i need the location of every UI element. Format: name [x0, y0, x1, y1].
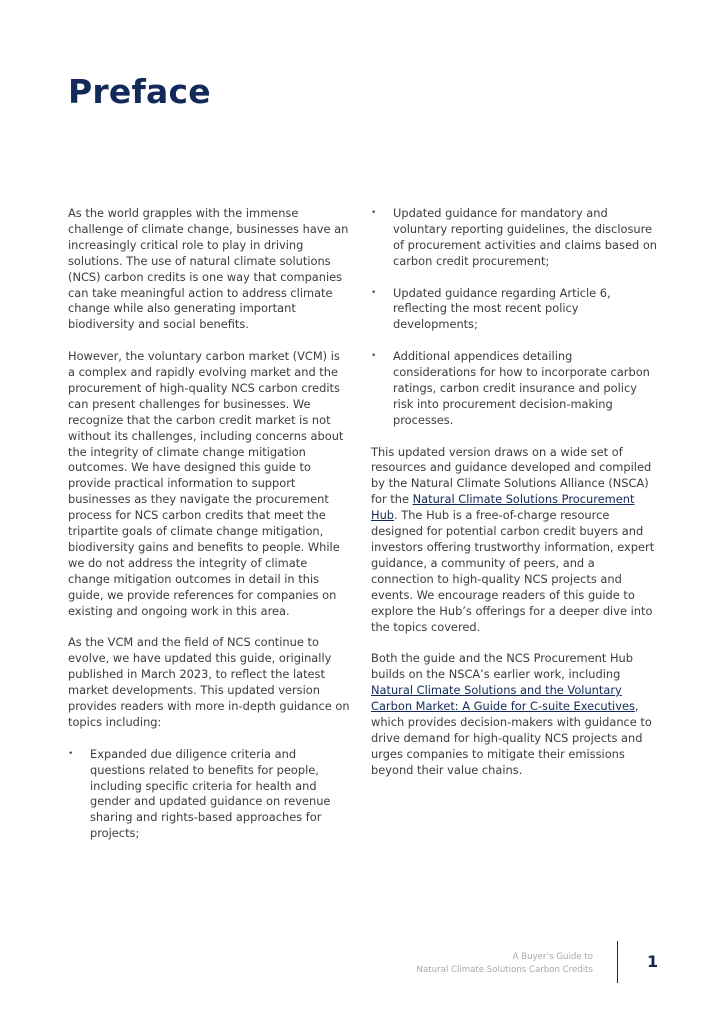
- paragraph-hub: This updated version draws on a wide set of resources and guidance developed and compiled by the Natural Climate Solutions Alliance (NSCA) for the Natural Climate Solutions Procurement Hub. The Hub is a free-of-charge resource designed for potential carbon credit buyers and investors offering trustworthy information, expert guidance, a community of peers, and a connection to high-quality NCS projects and events. We encourage readers of this guide to explore the Hub’s offerings for a deeper dive into the topics covered.: [371, 444, 655, 634]
- footer-guide-title: A Buyer’s Guide to Natural Climate Solutions Carbon Credits: [416, 952, 593, 975]
- paragraph-intro: As the world grapples with the immense challenge of climate change, businesses have an increasingly critical role to play in driving solutions. The use of natural climate solutions (NCS) carbon credits is one way that companies can take meaningful action to address climate change while also generating important biodiversity and social benefits.: [68, 206, 349, 332]
- right-column: [371, 206, 659, 794]
- list-item: • Updated guidance regarding Article 6, reflecting the most recent policy developments;: [371, 286, 659, 334]
- procurement-hub-link[interactable]: Natural Climate Solutions Procurement Hub: [371, 492, 635, 523]
- list-item: • Additional appendices detailing considerations for how to incorporate carbon ratings, carbon credit insurance and policy risk into procurement decision-making processes.: [371, 349, 659, 429]
- page-title: Preface: [68, 72, 211, 111]
- footer-divider: [617, 941, 618, 983]
- left-column: [68, 206, 350, 858]
- csuite-guide-link[interactable]: Natural Climate Solutions and the Voluntary Carbon Market: A Guide for C-suite Executives: [371, 683, 635, 714]
- paragraph-earlier-work: Both the guide and the NCS Procurement Hub builds on the NSCA’s earlier work, including Natural Climate Solutions and the Voluntary Carbon Market: A Guide for C-suite Executives, which provides decision-makers with guidance to drive demand for high-quality NCS projects and urges companies to mitigate their emissions beyond their value chains.: [371, 651, 652, 777]
- paragraph-updates: As the VCM and the field of NCS continue to evolve, we have updated this guide, originally published in March 2023, to reflect the latest market developments. This updated version provides readers with more in-depth guidance on topics including:: [68, 635, 350, 729]
- list-item: • Expanded due diligence criteria and questions related to benefits for people, including specific criteria for health and gender and updated guidance on revenue sharing and rights-based approaches for projects;: [68, 747, 350, 842]
- updates-list-right: [371, 206, 659, 429]
- updates-list-left: [68, 747, 350, 842]
- list-item: • Updated guidance for mandatory and voluntary reporting guidelines, the disclosure of procurement activities and claims based on carbon credit procurement;: [371, 206, 659, 270]
- page-number: 1: [647, 952, 659, 971]
- paragraph-vcm-challenges: However, the voluntary carbon market (VCM) is a complex and rapidly evolving market and the procurement of high-quality NCS carbon credits can present challenges for businesses. We recognize that the carbon credit market is not without its challenges, including concerns about the integrity of climate change mitigation outcomes. We have designed this guide to provide practical information to support businesses as they navigate the procurement process for NCS carbon credits that meet the tripartite goals of climate change mitigation, biodiversity gains and benefits to people. While we do not address the integrity of climate change mitigation outcomes in detail in this guide, we provide references for companies on existing and ongoing work in this area.: [68, 349, 344, 618]
